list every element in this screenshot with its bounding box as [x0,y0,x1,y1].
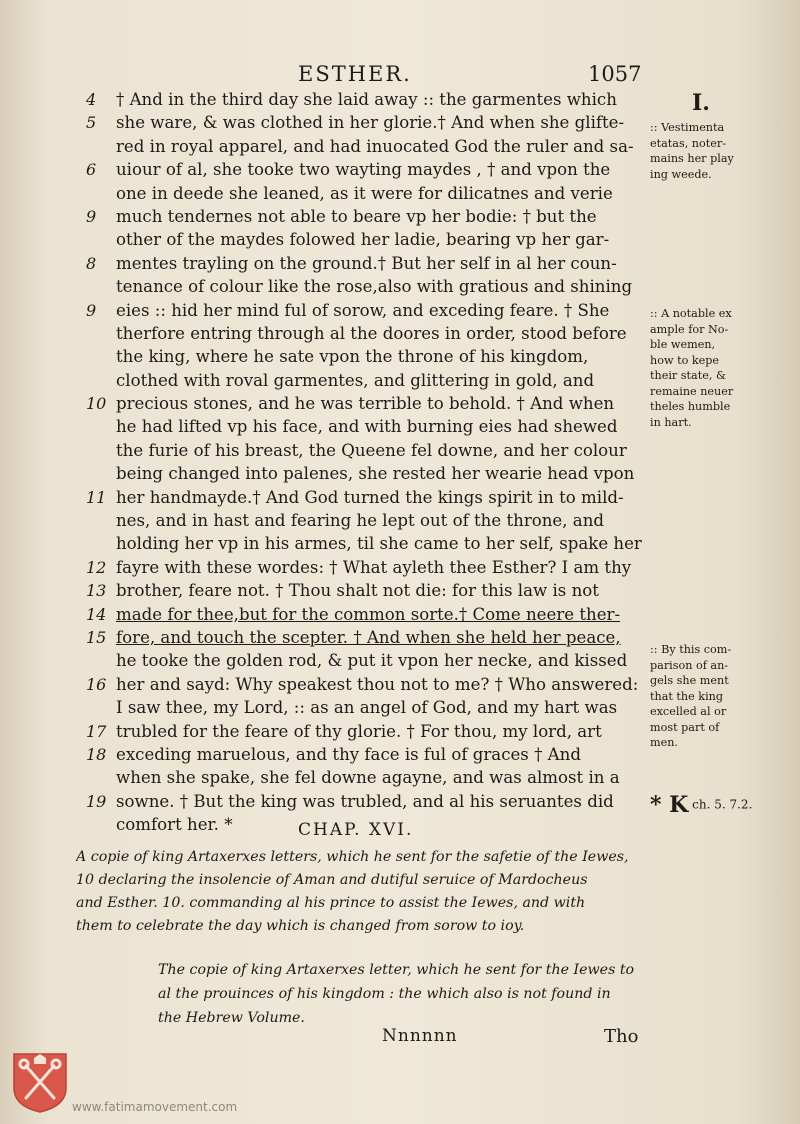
verse-number: 11 [86,487,107,507]
crossref-mark: * K [650,792,689,818]
text-line [80,509,650,532]
margin-note-line: ample for No- [650,322,729,336]
summary-line: A copie of king Artaxerxes letters, which he sent for the safetie of the Iewes, [76,849,629,865]
margin-note-line: in hart. [650,415,692,429]
epistle-heading [158,958,658,1030]
margin-note-line: etatas, noter- [650,136,726,150]
catchword: Tho [604,1026,639,1047]
line-text: mentes trayling on the ground.† But her self in al her coun- [116,253,617,273]
line-text: tenance of colour like the rose,also with gratious and shining [116,277,633,297]
line-text: much tendernes not able to beare vp her bodie: † but the [116,206,597,226]
chapter-heading: CHAP. XVI. [298,820,414,840]
text-line [80,299,650,322]
text-line [80,720,650,743]
text-line [80,111,650,134]
text-line [80,603,650,626]
line-text: comfort her. * [116,815,233,835]
text-line [80,415,650,438]
verse-number: 8 [86,253,97,273]
signature-mark: Nnnnnn [382,1026,458,1046]
verse-number: 17 [86,721,107,741]
line-text: other of the maydes folowed her ladie, bearing vp her gar- [116,230,610,250]
text-line [80,532,650,555]
running-title: ESTHER. [298,62,412,86]
line-text: holding her vp in his armes, til she came to her self, spake her [116,534,642,554]
line-text: the furie of his breast, the Queene fel downe, and her colour [116,440,627,460]
cross-reference [650,792,760,818]
verse-number: 9 [86,300,97,320]
text-line [80,462,650,485]
text-line [80,556,650,579]
text-line [80,626,650,649]
crossref-ref: ch. 5. [692,797,726,812]
margin-note-line: remaine neuer [650,384,734,398]
text-line [80,252,650,275]
margin-note-line: mains her play [650,152,734,165]
margin-note-line: ble wemen, [650,338,716,351]
text-line [80,322,650,345]
margin-note-line: most part of [650,720,720,734]
page-number: 1057 [588,62,642,86]
line-text: exceding maruelous, and thy face is ful of graces † And [116,744,581,764]
margin-note-line: that the king [650,689,724,703]
main-text-column [80,88,650,837]
line-text: he tooke the golden rod, & put it vpon her necke, and kissed [116,651,628,671]
crossref-ref-2: 7.2. [729,797,753,812]
text-line [80,439,650,462]
text-line [80,766,650,789]
margin-note-line: gels she ment [650,674,729,687]
verse-number: 5 [86,113,97,133]
verse-number: 16 [86,674,107,694]
verse-number: 6 [86,160,97,180]
verse-number: 15 [86,627,107,647]
line-text: I saw thee, my Lord, :: as an angel of God, and my hart was [116,698,618,718]
line-text: eies :: hid her mind ful of sorow, and exceding feare. † She [116,300,610,320]
line-text: uiour of al, she tooke two wayting maydes , † and vpon the [116,160,611,180]
papal-keys-logo-icon [12,1052,68,1114]
line-text: sowne. † But the king was trubled, and al his seruantes did [116,791,614,811]
line-text: clothed with roval garmentes, and glittering in gold, and [116,370,595,390]
line-text: trubled for the feare of thy glorie. † For thou, my lord, art [116,721,602,741]
text-line [80,158,650,181]
epistle-line: the Hebrew Volume. [158,1010,305,1026]
text-line [80,88,650,111]
line-text: fayre with these wordes: † What ayleth thee Esther? I am thy [116,557,632,577]
text-line [80,275,650,298]
margin-note-line: :: By this com- [650,643,732,656]
text-line [80,486,650,509]
line-text: he had lifted vp his face, and with burning eies had shewed [116,417,618,437]
margin-note [650,306,762,430]
text-line [80,649,650,672]
line-text: red in royal apparel, and had inuocated God the ruler and sa- [116,136,634,156]
verse-number: 14 [86,604,107,624]
line-text: precious stones, and he was terrible to behold. † And when [116,394,615,414]
verse-number: 13 [86,581,107,601]
text-line [80,696,650,719]
chapter-summary [76,846,656,938]
watermark-url: www.fatimamovement.com [72,1100,238,1114]
text-line [80,392,650,415]
verse-number: 10 [86,394,107,414]
text-line [80,790,650,813]
line-text: her and sayd: Why speakest thou not to me? † Who answered: [116,674,639,694]
line-text: made for thee,but for the common sorte.† Come neere ther- [116,604,621,624]
margin-note [650,120,762,182]
margin-note-line: excelled al or [650,705,727,718]
line-text: nes, and in hast and fearing he lept out of the throne, and [116,511,605,531]
line-text: when she spake, she fel downe agayne, and was almost in a [116,768,620,788]
line-text: brother, feare not. † Thou shalt not die: for this law is not [116,581,599,601]
margin-note-line: theles humble [650,400,731,413]
line-text: therfore entring through al the doores in order, stood before [116,323,627,343]
margin-note-line: :: A notable ex [650,307,732,320]
line-text: being changed into palenes, she rested her wearie head vpon [116,464,635,484]
verse-number: 18 [86,744,107,764]
line-text: fore, and touch the scepter. † And when she held her peace, [116,627,621,647]
text-line [80,345,650,368]
text-line [80,369,650,392]
margin-note-line: how to kepe [650,353,720,367]
epistle-line: al the prouinces of his kingdom : the which also is not found in [158,986,611,1002]
margin-note-line: parison of an- [650,658,729,672]
text-line [80,205,650,228]
verse-number: 12 [86,557,107,577]
text-line [80,579,650,602]
verse-number: 9 [86,206,97,226]
epistle-line: The copie of king Artaxerxes letter, which he sent for the Iewes to [158,962,635,978]
corner-mark: I. [692,90,710,116]
line-text: one in deede she leaned, as it were for dilicatnes and verie [116,183,613,203]
margin-note-line: men. [650,736,678,749]
line-text: † And in the third day she laid away :: the garmentes which [116,90,617,109]
summary-line: and Esther. 10. commanding al his prince to assist the Iewes, and with [76,895,586,911]
verse-number: 4 [86,90,97,109]
margin-note [650,642,762,751]
margin-note-line: :: Vestimenta [650,121,725,134]
line-text: she ware, & was clothed in her glorie.† And when she glifte- [116,113,625,133]
text-line [80,743,650,766]
text-line [80,228,650,251]
line-text: her handmayde.† And God turned the kings spirit in to mild- [116,487,624,507]
summary-line: them to celebrate the day which is changed from sorow to ioy. [76,918,525,934]
text-line [80,135,650,158]
margin-note-line: their state, & [650,369,726,382]
summary-line: 10 declaring the insolencie of Aman and dutiful seruice of Mardocheus [76,872,588,888]
text-line [80,182,650,205]
verse-number: 19 [86,791,107,811]
line-text: the king, where he sate vpon the throne of his kingdom, [116,347,589,367]
margin-note-line: ing weede. [650,167,712,181]
text-line [80,673,650,696]
